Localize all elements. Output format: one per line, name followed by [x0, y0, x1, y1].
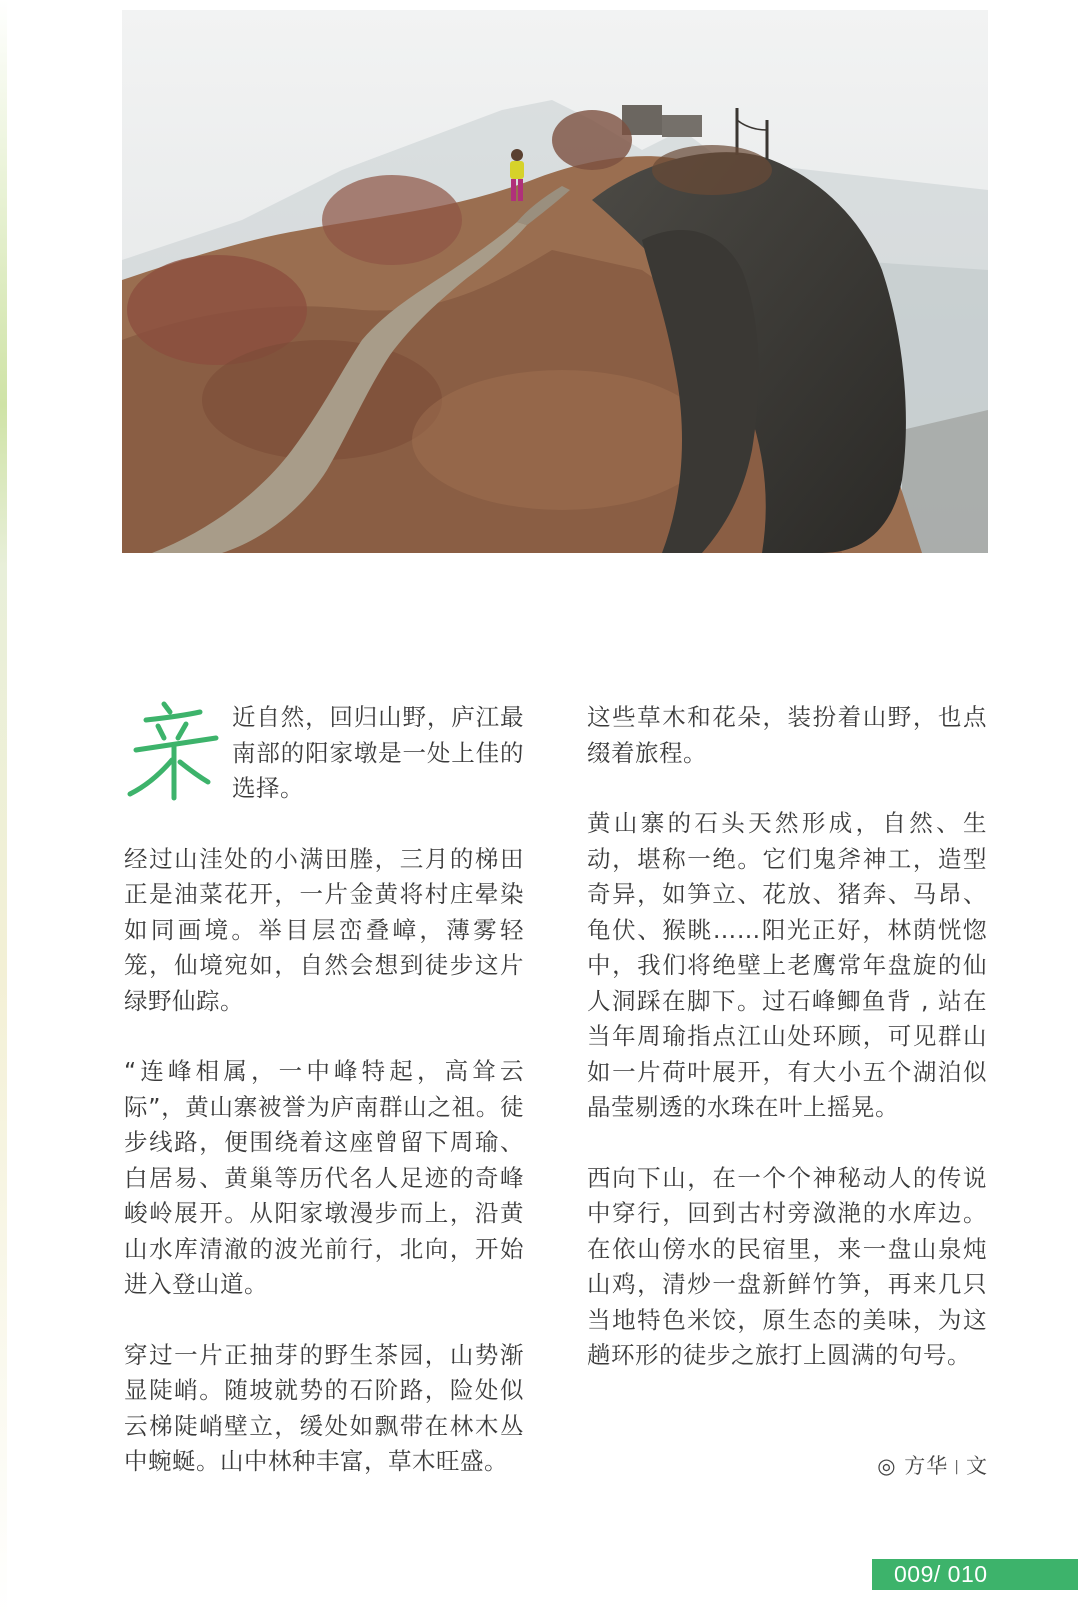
article-paragraph: 经过山洼处的小满田塍，三月的梯田正是油菜花开，一片金黄将村庄晕染如同画境。举目层峦叠嶂，薄雾轻笼，仙境宛如，自然会想到徒步这片绿野仙踪。: [124, 844, 524, 1015]
article-column-left: [124, 700, 524, 1515]
lead-paragraph: [124, 700, 524, 807]
page-number: 009/ 010: [872, 1559, 1078, 1590]
byline-author: 方华: [904, 1454, 949, 1478]
page-edge-strip: [0, 0, 7, 1620]
lead-text: 近自然，回归山野，庐江最南部的阳家墩是一处上佳的选择。: [232, 703, 524, 802]
byline-mark: ◎: [877, 1454, 897, 1478]
article-column-right: [587, 700, 987, 1409]
dropcap-calligraphy: [124, 698, 220, 808]
author-byline: [877, 1450, 988, 1480]
mountain-ridge-photo: [122, 10, 988, 553]
article-paragraph: 穿过一片正抽芽的野生茶园，山势渐显陡峭。随坡就势的石阶路，险处似云梯陡峭壁立，缓处如飘带在林木丛中蜿蜒。山中林种丰富，草木旺盛。: [124, 1340, 524, 1475]
byline-separator: |: [954, 1459, 960, 1475]
byline-role: 文: [966, 1454, 988, 1478]
article-paragraph: “连峰相属，一中峰特起，高耸云际”，黄山寨被誉为庐南群山之祖。徒步线路，便围绕着这座曾留下周瑜、白居易、黄巢等历代名人足迹的奇峰峻岭展开。从阳家墩漫步而上，沿黄山水库清澈的波光前行，北向，开始进入登山道。: [124, 1057, 524, 1298]
article-paragraph: 黄山寨的石头天然形成，自然、生动，堪称一绝。它们鬼斧神工，造型奇异，如笋立、花放、猪奔、马昂、龟伏、猴眺……阳光正好，林荫恍惚中，我们将绝壁上老鹰常年盘旋的仙人洞踩在脚下。过石峰鲫鱼背 , 站在当年周瑜指点江山处环顾，可见群山如一片荷叶展开，有大小五个湖泊似晶莹剔透的水珠在叶上摇晃。: [587, 809, 987, 1121]
article-paragraph: 西向下山，在一个个神秘动人的传说中穿行，回到古村旁潋滟的水库边。在依山傍水的民宿里，来一盘山泉炖山鸡，清炒一盘新鲜竹笋，再来几只当地特色米饺，原生态的美味，为这趟环形的徒步之旅打上圆满的句号。: [587, 1163, 987, 1369]
article-paragraph: 这些草木和花朵，装扮着山野，也点缀着旅程。: [587, 703, 987, 767]
